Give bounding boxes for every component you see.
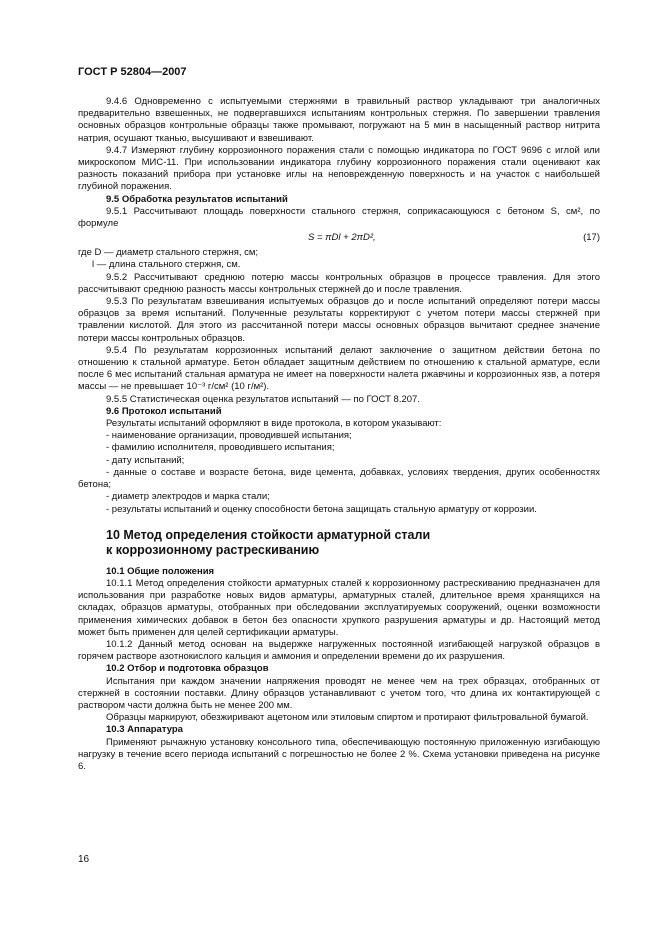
paragraph-9-5-4: 9.5.4 По результатам коррозионных испытаний делают заключение о защитном действии бетона по отношению к стальной арматуре. Бетон обладает защитным действием по отношению к стальной арматуре, если после 6 мес испытаний стальная арматура не имеет на поверхности налета ржавчины и коррозионных язв, а потеря массы — не превышает 10⁻³ г/см² (10 г/м²). [78,344,600,393]
formula-expression: S = πDl + 2πD², [308,232,376,244]
page-number: 16 [78,854,90,865]
paragraph-10-2-b: Образцы маркируют, обезжиривают ацетоном или этиловым спиртом и протирают фильтровальной бумагой. [106,712,589,724]
paragraph-9-6: Результаты испытаний оформляют в виде протокола, в котором указывают: [106,418,442,430]
legend-l: l — длина стального стержня, см. [92,259,241,271]
paragraph-9-5-1: 9.5.1 Рассчитывают площадь поверхности стального стержня, соприкасающуюся с бетоном S, см², по формуле [78,205,600,230]
paragraph-10-1-2: 10.1.2 Данный метод основан на выдержке нагруженных постоянной изгибающей нагрузкой образцов в горячем растворе азотнокислого кальция и аммония и определении времени до их разрушения. [78,638,600,663]
section-title-line: 10 Метод определения стойкости арматурной стали [106,527,431,542]
formula-number: (17) [583,232,600,244]
paragraph-9-5-3: 9.5.3 По результатам взвешивания испытуемых образцов до и после испытаний определяют потери массы образцов за время испытаний. Полученные результаты корректируют с учетом потери массы стержней при травлении кислотой. Для этого из рассчитанной потери массы основных образцов вычитают среднее значение потери массы контрольных образцов. [78,296,600,344]
list-item: - дату испытаний; [106,454,185,466]
paragraph-10-2-a: Испытания при каждом значении напряжения проводят не менее чем на трех образцах, отобранных от стержней в состоянии поставки. Длину образцов устанавливают с учетом того, что длина их контактирующей с раствором части должна быть не менее 200 мм. [78,675,600,711]
list-item: - фамилию исполнителя, проводившего испытания; [106,442,335,454]
list-item: - наименование организации, проводившей испытания; [106,430,352,442]
list-item: - диаметр электродов и марка стали; [106,491,270,503]
subsection-heading-10-3: 10.3 Аппаратура [106,724,183,736]
subsection-heading-9-6: 9.6 Протокол испытаний [106,405,222,417]
formula-17 [78,230,600,247]
paragraph-10-3: Применяют рычажную установку консольного типа, обеспечивающую постоянную приложенную изгибающую нагрузку в течение всего периода испытаний с погрешностью не более 2 %. Схема установки приведена на рисунке 6. [78,736,600,772]
subsection-heading-10-1: 10.1 Общие положения [106,565,215,577]
subsection-heading-9-5: 9.5 Обработка результатов испытаний [106,193,288,205]
document-body [78,96,600,773]
list-item: - результаты испытаний и оценку способности бетона защищать стальную арматуру от коррозии. [106,503,537,515]
paragraph-10-1-1: 10.1.1 Метод определения стойкости арматурных сталей к коррозионному растрескиванию предназначен для использования при разработке новых видов арматуры, арматурных сталей, длительное время хранящихся на складах, образцов арматуры, отобранных при обследовании эксплуатируемых сооружений, оценки возможности применения химических добавок в бетон без опасности хрупкого разрушения арматуры и др. Настоящий метод может быть применен для целей сертификации арматуры. [78,577,600,638]
paragraph-9-4-6: 9.4.6 Одновременно с испытуемыми стержнями в травильный раствор укладывают три аналогичных предварительно взвешенных, не подвергавшихся испытаниям контрольных стержня. По завершении травления основных образцов контрольные образцы также промывают, погружают на 5 мин в насыщенный раствор нитрита натрия, осушают тканью, высушивают и взвешивают. [78,96,600,144]
list-item: - данные о составе и возрасте бетона, виде цемента, добавках, условиях твердения, других особенностях бетона; [78,466,600,491]
paragraph-9-5-2: 9.5.2 Рассчитывают среднюю потерю массы контрольных образцов в процессе травления. Для этого рассчитывают среднюю разность массы контрольных стержней до и после травления. [78,271,600,295]
paragraph-9-4-7: 9.4.7 Измеряют глубину коррозионного поражения стали с помощью индикатора по ГОСТ 9696 с иглой или микроскопом МИС-11. При использовании индикатора глубину коррозионного поражения стали оценивают как разность показаний прибора при установке иглы на неповрежденную поверхность и на участок с наибольшей глубиной поражения. [78,144,600,193]
section-title-line: к коррозионному растрескиванию [106,542,320,557]
paragraph-9-5-5: 9.5.5 Статистическая оценка результатов испытаний — по ГОСТ 8.207. [106,393,420,405]
section-title-10 [106,528,600,558]
legend-d: где D — диаметр стального стержня, см; [78,247,259,259]
document-header: ГОСТ Р 52804—2007 [78,66,187,78]
subsection-heading-10-2: 10.2 Отбор и подготовка образцов [106,663,269,675]
